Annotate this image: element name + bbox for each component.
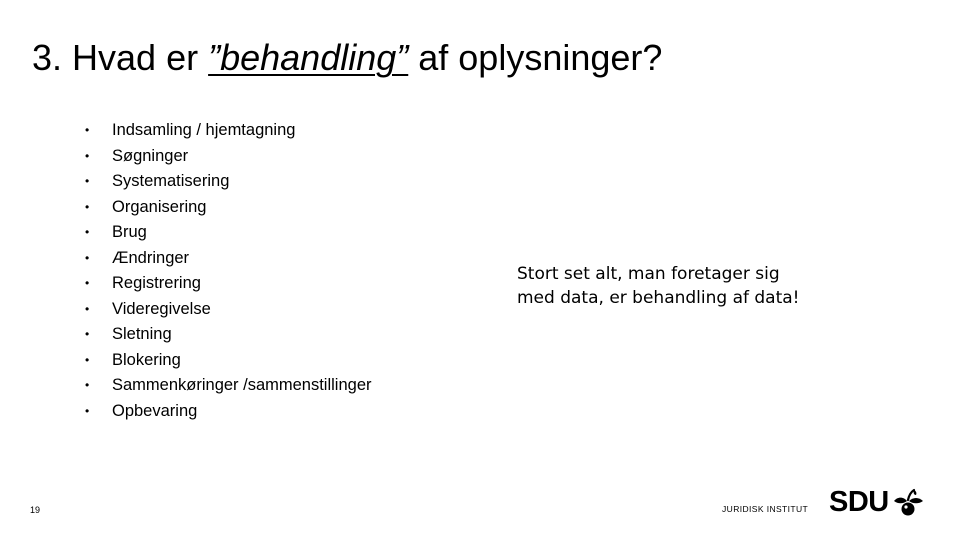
bullet-dot: • [85,301,90,316]
bullet-text: Ændringer [112,248,190,267]
bullet-text: Organisering [112,197,207,216]
sdu-logo [829,484,924,520]
bullet-text: Blokering [112,350,181,369]
bullet-dot: • [85,123,90,137]
bullet-dot: • [85,327,90,341]
bullet-dot: • [85,403,90,418]
bullet-text: Sletning [112,325,172,343]
institute-label: JURIDISK INSTITUT [722,504,809,514]
page-number: 19 [30,505,41,515]
title-prefix: 3. Hvad er [32,37,209,78]
bullet-dot: • [85,276,90,290]
bullet-dot: • [85,225,90,239]
logo-text: SDU [829,486,889,518]
bullet-text: Indsamling / hjemtagning [112,121,296,139]
sdu-logo-icon [892,486,924,518]
bullet-text: Opbevaring [112,401,198,420]
title-suffix: af oplysninger? [408,37,663,78]
bullet-dot: • [85,199,90,214]
side-note: Stort set alt, man foretager sig med data, er behandling af data! [517,264,800,308]
bullet-text: Søgninger [112,146,189,165]
bullet-text: Registrering [112,274,201,292]
bullet-dot: • [85,148,90,163]
bullet-dot: • [85,352,90,367]
bullet-text: Sammenkøringer /sammenstillinger [112,376,372,394]
bullet-dot: • [85,378,90,392]
bullet-text: Brug [112,223,147,241]
bullet-text: Videregivelse [112,299,211,318]
bullet-dot: • [85,174,90,188]
bullet-text: Systematisering [112,172,230,190]
title-emphasis: ”behandling” [208,37,409,78]
bullet-dot: • [85,250,90,265]
slide-title [32,34,662,82]
